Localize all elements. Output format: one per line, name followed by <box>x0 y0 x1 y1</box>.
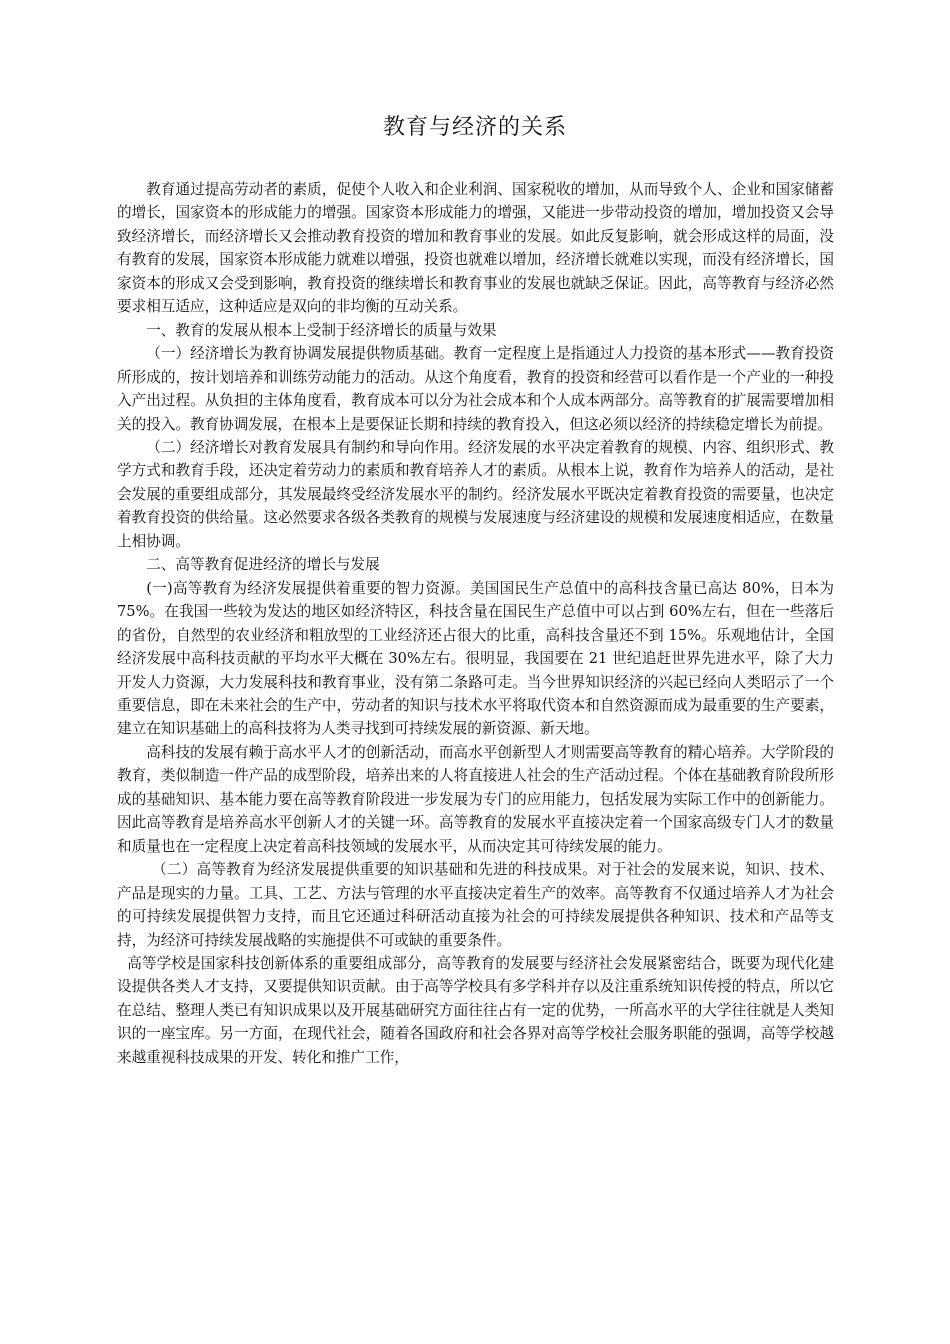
document-title: 教育与经济的关系 <box>382 115 567 140</box>
paragraph-2-2: （二）高等教育为经济发展提供重要的知识基础和先进的科技成果。对于社会的发展来说，知识、技术、产品是现实的力量。工具、工艺、方法与管理的水平直接决定着生产的效率。高等教育不仅通过培养人才为社会的可持续发展提供智力支持，而且它还通过科研活动直接为社会的可持续发展提供各种知识、技术和产品等支持，为经济可持续发展战略的实施提供不可或缺的重要条件。 <box>117 861 834 949</box>
heading-section-2: 二、高等教育促进经济的增长与发展 <box>146 556 380 574</box>
heading-section-1: 一、教育的发展从根本上受制于经济增长的质量与效果 <box>146 321 497 339</box>
paragraph-2-1-cont: 高科技的发展有赖于高水平人才的创新活动，而高水平创新型人才则需要高等教育的精心培养。大学阶段的教育，类似制造一件产品的成型阶段，培养出来的人将直接进人社会的生产活动过程。个体在基础教育阶段所形成的基础知识、基本能力要在高等教育阶段进一步发展为专门的应用能力，包括发展为实际工作中的创新能力。因此高等教育是培养高水平创新人才的关键一环。高等教育的发展水平直接决定着一个国家高级专门人才的数量和质量也在一定程度上决定着高科技领域的发展水平，从而决定其可待续发展的能力。 <box>117 743 834 855</box>
document-body <box>117 178 834 1069</box>
paragraph-intro: 教育通过提高劳动者的素质，促使个人收入和企业利润、国家税收的增加，从而导致个人、企业和国家储蓄的增长，国家资本的形成能力的增强。国家资本形成能力的增强，又能进一步带动投资的增加，增加投资又会导致经济增长，而经济增长又会推动教育投资的增加和教育事业的发展。如此反复影响，就会形成这样的局面，没有教育的发展，国家资本形成能力就难以增强，投资也就难以增加，经济增长就难以实现，而没有经济增长，国家资本的形成又会受到影响，教育投资的继续增长和教育事业的发展也就缺乏保证。因此，高等教育与经济必然要求相互适应，这种适应是双向的非均衡的互动关系。 <box>117 181 834 316</box>
paragraph-2-2-cont: 高等学校是国家科技创新体系的重要组成部分，高等教育的发展要与经济社会发展紧密结合，既要为现代化建设提供各类人才支持，又要提供知识贡献。由于高等学校具有多学科并存以及注重系统知识传授的特点，所以它在总结、整理人类已有知识成果以及开展基础研究方面往往占有一定的优势，一所高水平的大学往往就是人类知识的一座宝库。另一方面，在现代社会，随着各国政府和社会各界对高等学校社会服务职能的强调，高等学校越来越重视科技成果的开发、转化和推广工作， <box>117 954 834 1066</box>
paragraph-1-1: （一）经济增长为教育协调发展提供物质基础。教育一定程度上是指通过人力投资的基本形式——教育投资所形成的，按计划培养和训练劳动能力的活动。从这个角度看，教育的投资和经营可以看作是一个产业的一种投入产出过程。从负担的主体角度看，教育成本可以分为社会成本和个人成本两部分。高等教育的扩展需要增加相关的投入。教育协调发展，在根本上是要保证长期和持续的教育投入，但这必须以经济的持续稳定增长为前提。 <box>117 345 834 433</box>
paragraph-1-2: （二）经济增长对教育发展具有制约和导向作用。经济发展的水平决定着教育的规模、内容、组织形式、教学方式和教育手段，还决定着劳动力的素质和教育培养人才的素质。从根本上说，教育作为培养人的活动，是社会发展的重要组成部分，其发展最终受经济发展水平的制约。经济发展水平既决定着教育投资的需要量，也决定着教育投资的供给量。这必然要求各级各类教育的规模与发展速度与经济建设的规模和发展速度相适应，在数量上相协调。 <box>117 438 834 550</box>
paragraph-2-1: (一)高等教育为经济发展提供着重要的智力资源。美国国民生产总值中的高科技含量已高达 80%，日本为 75%。在我国一些较为发达的地区如经济特区，科技含量在国民生产总值中可以占到 60%左右，但在一些落后的省份，自然型的农业经济和粗放型的工业经济还占很大的比重，高科技含量还不到 15%。乐观地估计，全国经济发展中高科技贡献的平均水平大概在 30%左右。很明显，我国要在 21 世纪追赶世界先进水平，除了大力开发人力资源，大力发展科技和教育事业，没有第二条路可走。当今世界知识经济的兴起已经向人类昭示了一个重要信息，即在未来社会的生产中，劳动者的知识与技术水平将取代资本和自然资源而成为最重要的生产要素，建立在知识基础上的高科技将为人类寻找到可持续发展的新资源、新天地。 <box>117 579 834 738</box>
